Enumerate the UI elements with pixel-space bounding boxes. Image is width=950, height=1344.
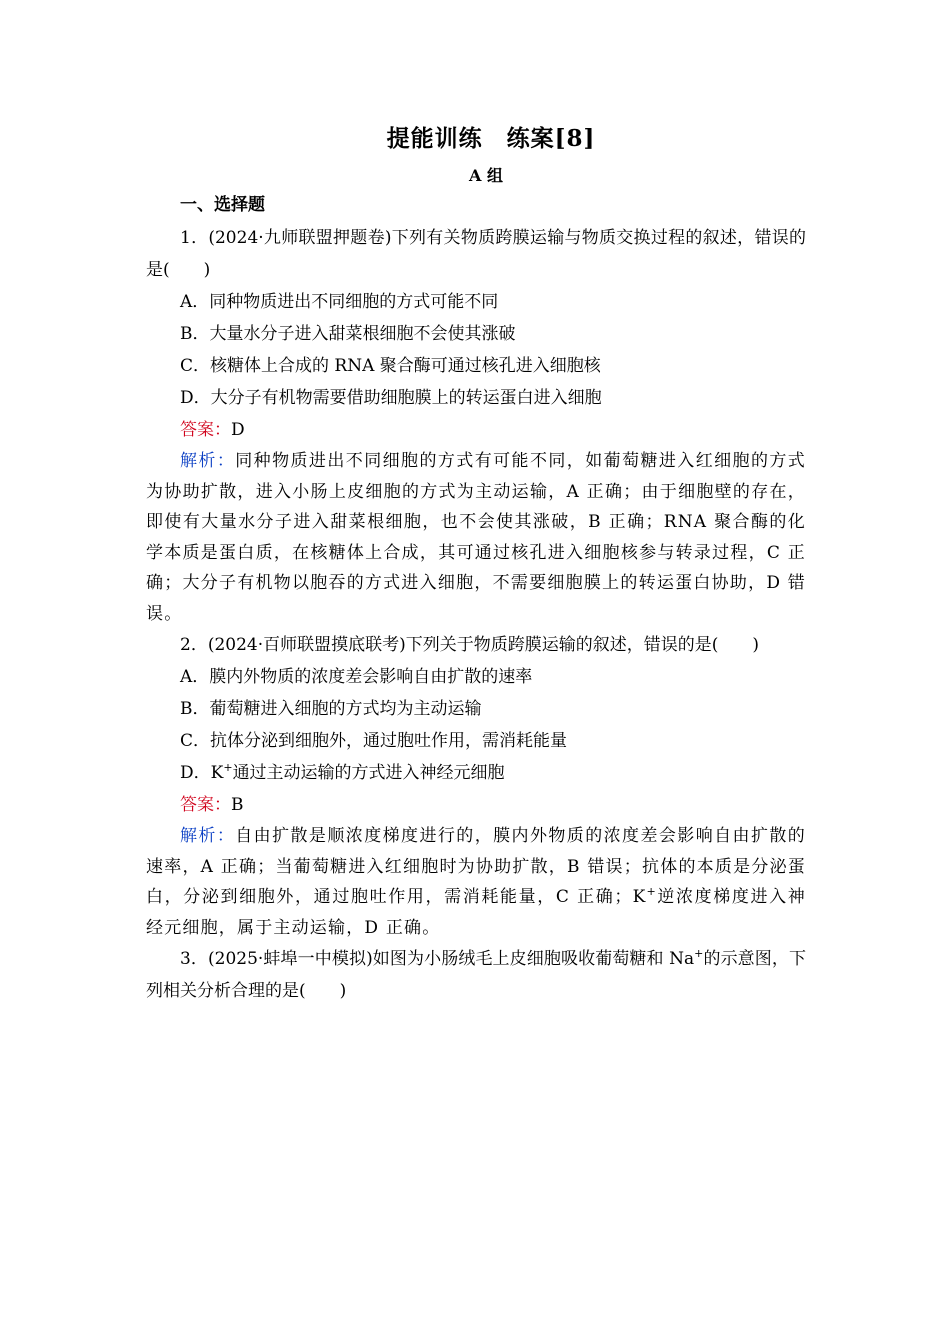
question-1-option-c: C．核糖体上合成的 RNA 聚合酶可通过核孔进入细胞核 bbox=[180, 356, 601, 376]
question-2-answer bbox=[180, 789, 806, 821]
question-2-option-d bbox=[180, 757, 806, 789]
question-3-stem bbox=[146, 943, 806, 1007]
document-page bbox=[146, 120, 806, 1007]
answer-label: 答案： bbox=[180, 420, 231, 440]
explanation-text-pre: 自由扩散是顺浓度梯度进行的，膜内外物质的浓度差会影响自由扩散的速率，A 正确；当葡萄糖进入红细胞时为协助扩散，B 错误；抗体的本质是分泌蛋白，分泌到细胞外，通过胞吐作用，需消耗能量，C 正确；K bbox=[146, 826, 806, 907]
question-2-option-b: B．葡萄糖进入细胞的方式均为主动运输 bbox=[180, 699, 482, 719]
question-2-stem: 2．(2024·百师联盟摸底联考)下列关于物质跨膜运输的叙述，错误的是( ) bbox=[180, 635, 760, 655]
question-1-stem: 1．(2024·九师联盟押题卷)下列有关物质跨膜运输与物质交换过程的叙述，错误的是( ) bbox=[146, 228, 806, 280]
option-d-text-pre: D．K bbox=[180, 763, 224, 783]
question-2-explanation bbox=[146, 821, 806, 943]
option-d-superscript: + bbox=[223, 761, 233, 774]
answer-label: 答案： bbox=[180, 795, 231, 815]
question-1-option-b: B．大量水分子进入甜菜根细胞不会使其涨破 bbox=[180, 324, 516, 344]
question-3-superscript: + bbox=[694, 947, 704, 960]
question-1-answer bbox=[180, 414, 806, 446]
question-1-option-a: A．同种物质进出不同细胞的方式可能不同 bbox=[180, 292, 499, 312]
question-1-option-d: D．大分子有机物需要借助细胞膜上的转运蛋白进入细胞 bbox=[180, 388, 602, 408]
question-2-option-a: A．膜内外物质的浓度差会影响自由扩散的速率 bbox=[180, 667, 533, 687]
question-3-stem-post: 的示意图，下列相关分析合理的是( ) bbox=[146, 949, 806, 1001]
page-title: 提能训练 练案[8] bbox=[386, 125, 596, 152]
explanation-label: 解析： bbox=[180, 451, 236, 471]
option-d-text-post: 通过主动运输的方式进入神经元细胞 bbox=[232, 763, 505, 783]
question-2-option-c: C．抗体分泌到细胞外，通过胞吐作用，需消耗能量 bbox=[180, 731, 568, 751]
explanation-label: 解析： bbox=[180, 826, 236, 846]
explanation-text-post: 逆浓度梯度进入神经元细胞，属于主动运输，D 正确。 bbox=[146, 887, 806, 938]
question-1-explanation bbox=[146, 446, 806, 629]
section-heading: 一、选择题 bbox=[180, 195, 265, 215]
group-label: A 组 bbox=[469, 166, 503, 185]
answer-value: B bbox=[231, 795, 244, 815]
explanation-superscript: + bbox=[646, 885, 657, 898]
question-3-stem-pre: 3．(2025·蚌埠一中模拟)如图为小肠绒毛上皮细胞吸收葡萄糖和 Na bbox=[180, 949, 695, 969]
explanation-text: 同种物质进出不同细胞的方式有可能不同，如葡萄糖进入红细胞的方式为协助扩散，进入小肠上皮细胞的方式为主动运输，A 正确；由于细胞壁的存在，即使有大量水分子进入甜菜根细胞，也不会使其涨破，B 正确；RNA 聚合酶的化学本质是蛋白质，在核糖体上合成，其可通过核孔进入细胞核参与转录过程，C 正确；大分子有机物以胞吞的方式进入细胞，不需要细胞膜上的转运蛋白协助，D 错误。 bbox=[146, 451, 806, 624]
answer-value: D bbox=[231, 420, 245, 440]
